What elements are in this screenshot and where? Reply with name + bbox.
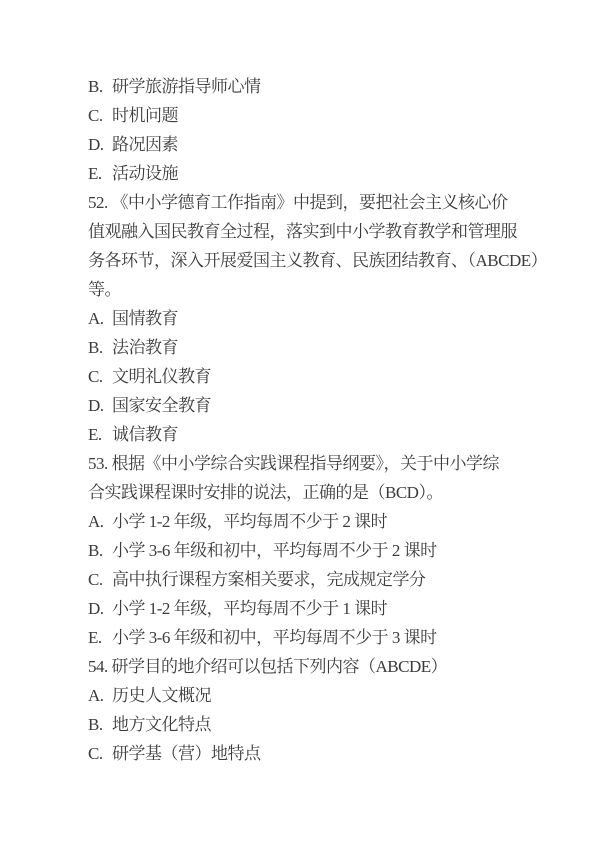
question-52-option-a	[88, 304, 524, 333]
option-text: 小学 1-2 年级，平均每周不少于 2 课时	[112, 512, 388, 531]
option-text: 法治教育	[112, 338, 178, 357]
option-text: 研学旅游指导师心情	[112, 77, 261, 96]
option-text: 国家安全教育	[112, 396, 211, 415]
option-text: 时机问题	[112, 106, 178, 125]
option-letter: D.	[88, 599, 104, 618]
option-text: 小学 3-6 年级和初中，平均每周不少于 3 课时	[112, 628, 437, 647]
question-52-stem-line-2: 值观融入国民教育全过程，落实到中小学教育教学和管理服	[88, 222, 517, 241]
option-text: 诚信教育	[112, 425, 178, 444]
prev-question-option-e	[88, 159, 524, 188]
option-letter: B.	[88, 338, 103, 357]
question-53-option-d	[88, 594, 524, 623]
question-52-option-c	[88, 362, 524, 391]
option-text: 历史人文概况	[112, 686, 211, 705]
option-letter: B.	[88, 77, 103, 96]
question-53-option-c	[88, 565, 524, 594]
option-text: 小学 1-2 年级，平均每周不少于 1 课时	[112, 599, 388, 618]
option-letter: E.	[88, 628, 102, 647]
option-letter: A.	[88, 309, 104, 328]
question-52-option-b	[88, 333, 524, 362]
option-letter: C.	[88, 106, 103, 125]
prev-question-option-b	[88, 72, 524, 101]
option-letter: C.	[88, 570, 103, 589]
option-letter: C.	[88, 744, 103, 763]
question-53-stem-line-2: 合实践课程课时安排的说法，正确的是（BCD）。	[88, 483, 443, 502]
question-52-stem-line-4: 等。	[88, 280, 121, 299]
option-text: 小学 3-6 年级和初中，平均每周不少于 2 课时	[112, 541, 437, 560]
option-text: 高中执行课程方案相关要求，完成规定学分	[112, 570, 426, 589]
question-54-option-c	[88, 739, 524, 768]
option-letter: B.	[88, 715, 103, 734]
question-52-stem-line-1: 52. 《中小学德育工作指南》中提到，要把社会主义核心价	[88, 193, 508, 212]
question-52-option-e	[88, 420, 524, 449]
question-52-option-d	[88, 391, 524, 420]
option-text: 路况因素	[112, 135, 178, 154]
option-letter: A.	[88, 512, 104, 531]
option-letter: D.	[88, 396, 104, 415]
question-53-option-e	[88, 623, 524, 652]
prev-question-option-d	[88, 130, 524, 159]
question-54-option-b	[88, 710, 524, 739]
exam-text-block	[88, 72, 548, 768]
prev-question-option-c	[88, 101, 524, 130]
option-text: 文明礼仪教育	[112, 367, 211, 386]
question-54-option-a	[88, 681, 524, 710]
question-53-option-b	[88, 536, 524, 565]
question-53-stem-line-1: 53. 根据《中小学综合实践课程指导纲要》，关于中小学综	[88, 454, 499, 473]
question-52-stem-line-3: 务各环节，深入开展爱国主义教育、民族团结教育、（ABCDE）	[88, 251, 548, 270]
question-53-option-a	[88, 507, 524, 536]
question-54-stem-line-1: 54. 研学目的地介绍可以包括下列内容（ABCDE）	[88, 657, 448, 676]
option-text: 研学基（营）地特点	[112, 744, 261, 763]
option-letter: E.	[88, 164, 102, 183]
option-letter: A.	[88, 686, 104, 705]
option-letter: E.	[88, 425, 102, 444]
option-text: 国情教育	[112, 309, 178, 328]
option-text: 活动设施	[112, 164, 178, 183]
option-letter: B.	[88, 541, 103, 560]
option-letter: C.	[88, 367, 103, 386]
option-letter: D.	[88, 135, 104, 154]
option-text: 地方文化特点	[112, 715, 211, 734]
